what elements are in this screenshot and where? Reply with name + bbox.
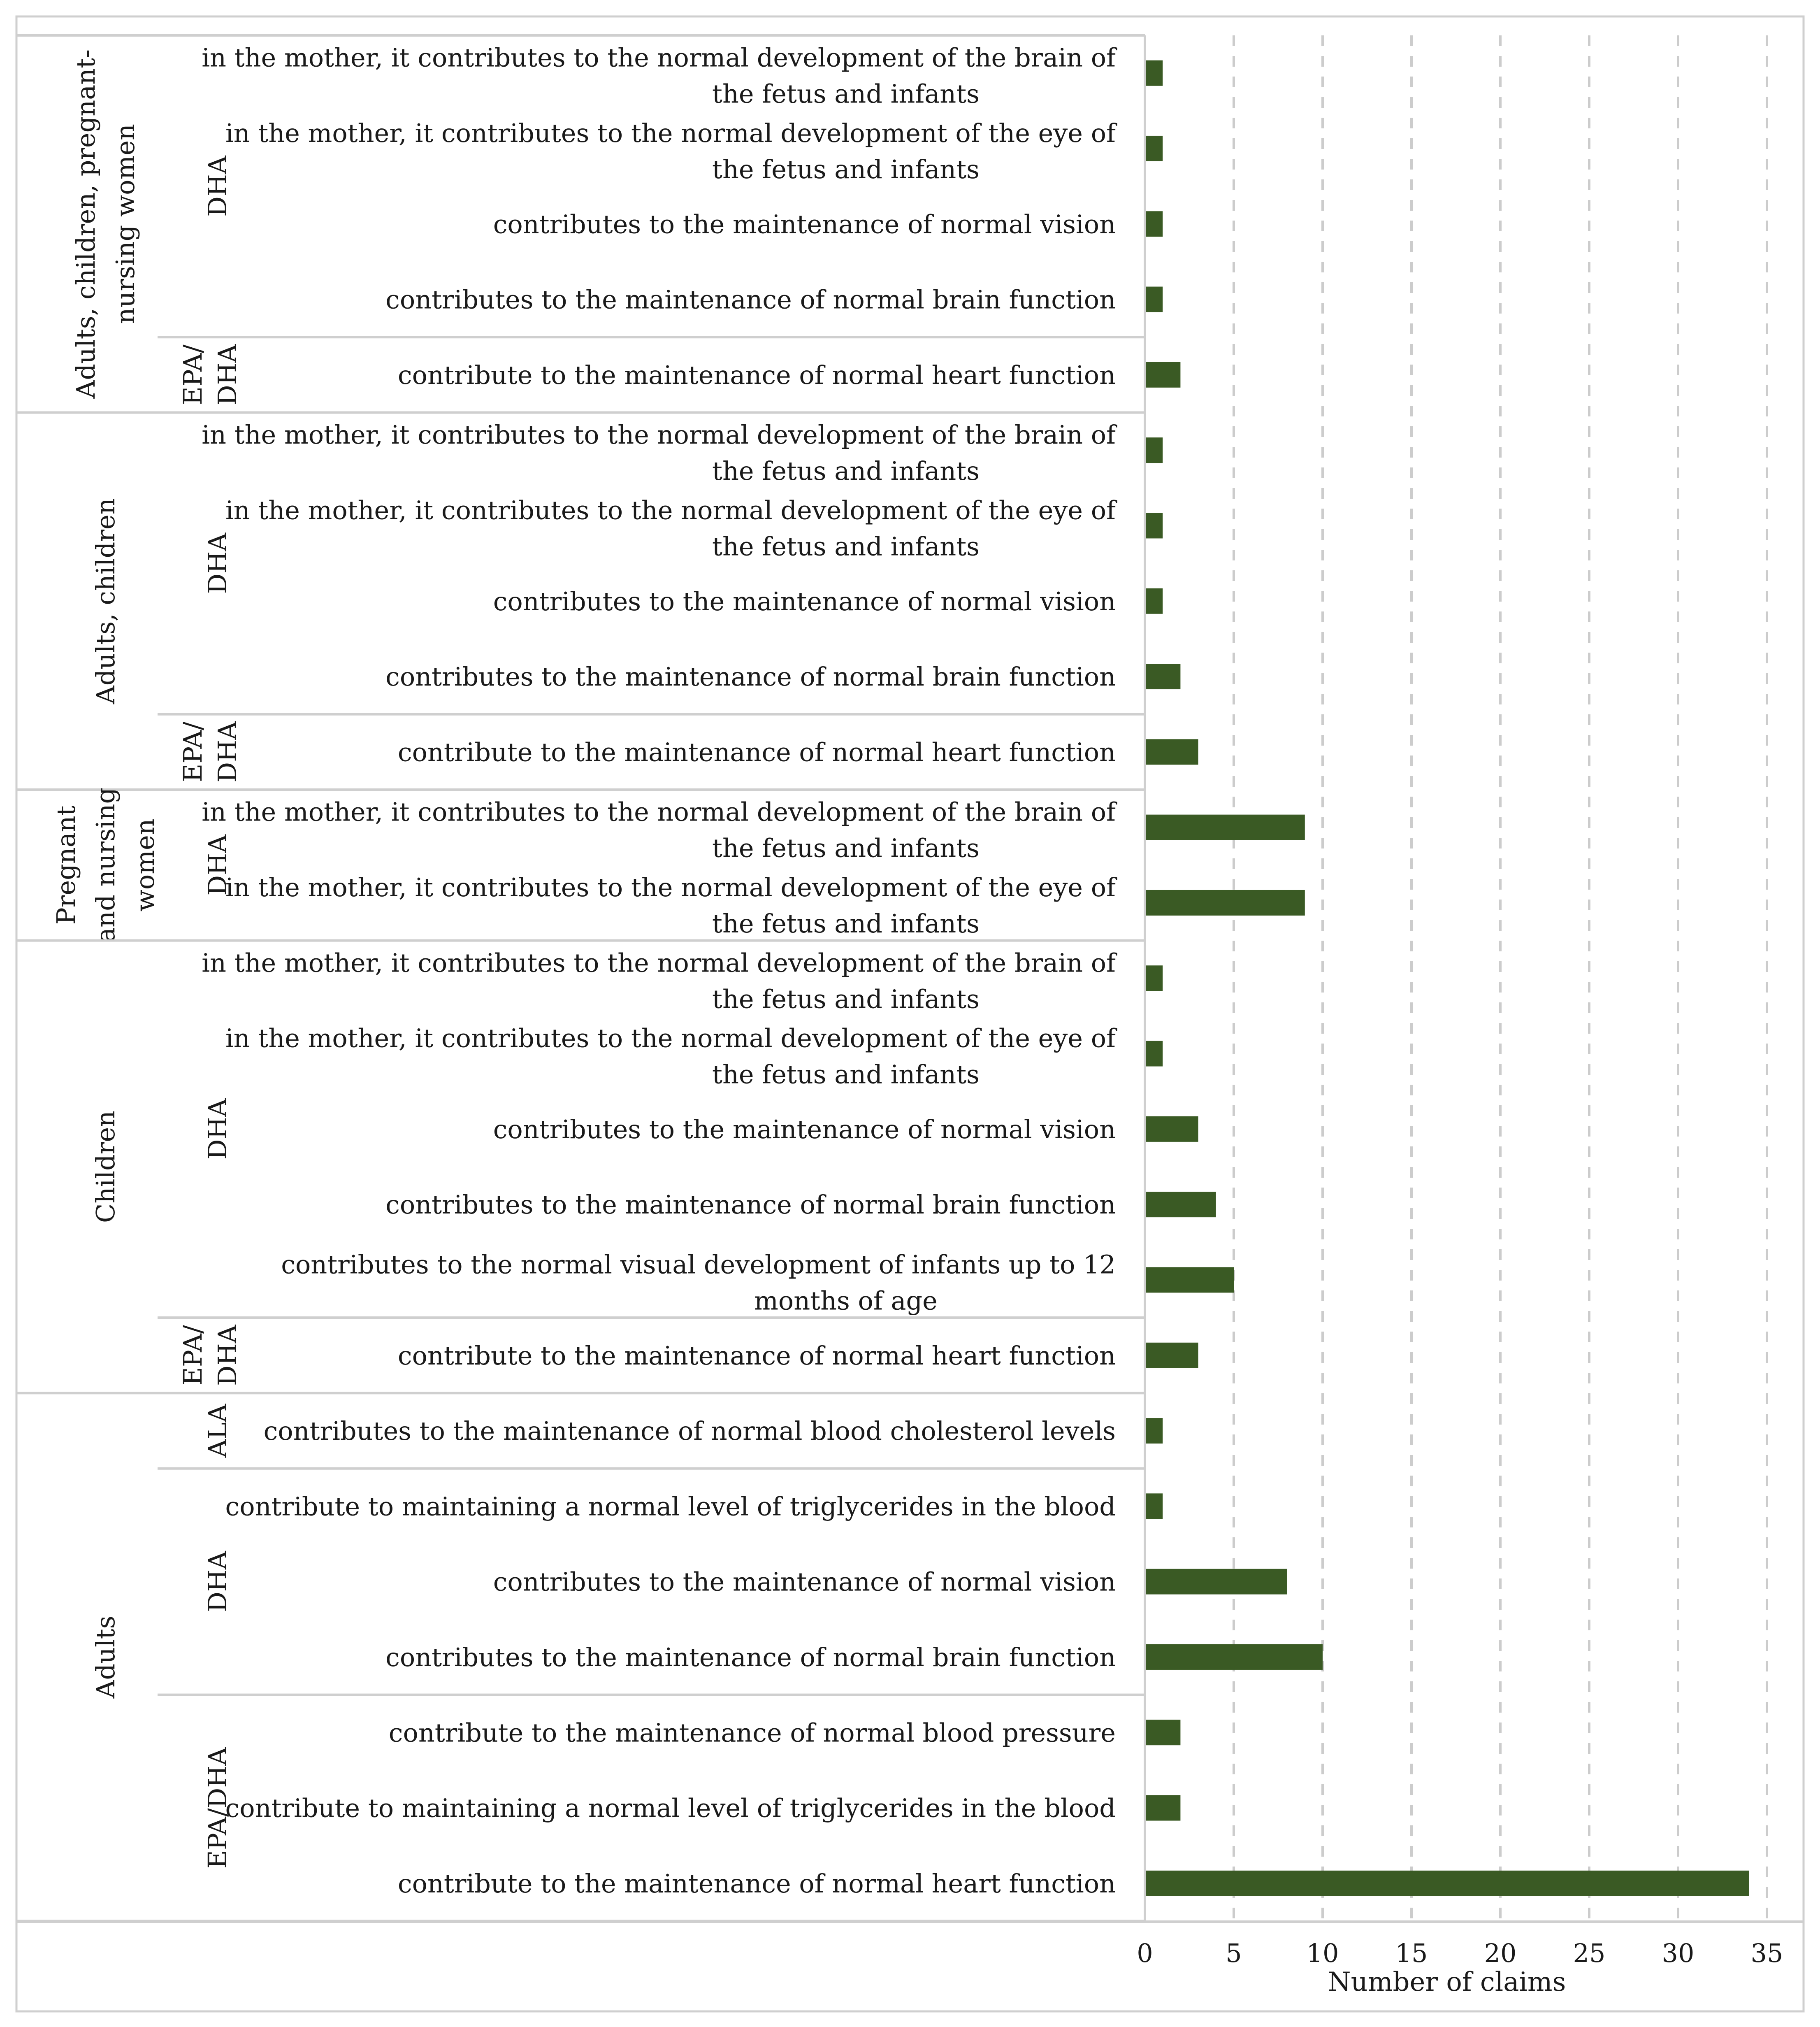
population-label-line: nursing women bbox=[110, 124, 140, 324]
nutrient-label-line: DHA bbox=[212, 1325, 242, 1386]
nutrient-label-line: DHA bbox=[212, 721, 242, 783]
population-label-line: Adults, children, pregnant- bbox=[71, 49, 101, 399]
bar bbox=[1145, 1493, 1163, 1519]
claim-label: contribute to maintaining a normal level of triglycerides in the blood bbox=[225, 1491, 1116, 1522]
nutrient-label: DHA bbox=[202, 532, 232, 594]
claim-label-line2: the fetus and infants bbox=[712, 456, 980, 486]
x-tick-label: 20 bbox=[1484, 1938, 1517, 1968]
claim-label-line1: in the mother, it contributes to the normal development of the eye of bbox=[225, 118, 1116, 148]
bar bbox=[1145, 739, 1198, 765]
bar bbox=[1145, 1267, 1234, 1292]
x-tick-label: 35 bbox=[1750, 1938, 1783, 1968]
claim-label: contributes to the maintenance of normal vision bbox=[493, 586, 1116, 616]
claim-label-line2: months of age bbox=[754, 1285, 938, 1316]
claim-label: contribute to the maintenance of normal heart function bbox=[397, 737, 1116, 767]
nutrient-label: DHA bbox=[202, 1551, 232, 1612]
claim-label: contribute to maintaining a normal level of triglycerides in the blood bbox=[225, 1793, 1116, 1823]
x-tick-label: 25 bbox=[1573, 1938, 1606, 1968]
claim-label-line1: in the mother, it contributes to the normal development of the eye of bbox=[225, 1023, 1116, 1053]
population-label-line: and nursing bbox=[91, 787, 121, 943]
nutrient-label-line: EPA/ bbox=[178, 1325, 208, 1386]
bar bbox=[1145, 1795, 1180, 1821]
claim-label-line1: in the mother, it contributes to the normal development of the brain of bbox=[202, 42, 1116, 73]
claim-label-line2: the fetus and infants bbox=[712, 908, 980, 939]
x-tick-label: 5 bbox=[1226, 1938, 1242, 1968]
x-tick-label: 30 bbox=[1662, 1938, 1695, 1968]
nutrient-label-line: EPA/ bbox=[178, 721, 208, 782]
claim-label: contribute to the maintenance of normal heart function bbox=[397, 1868, 1116, 1899]
bar bbox=[1145, 437, 1163, 463]
bar bbox=[1145, 815, 1305, 840]
claim-label-line2: the fetus and infants bbox=[712, 833, 980, 863]
population-label-line: women bbox=[130, 818, 160, 912]
bar bbox=[1145, 136, 1163, 161]
bar bbox=[1145, 664, 1180, 689]
x-tick-label: 10 bbox=[1306, 1938, 1339, 1968]
bar bbox=[1145, 890, 1305, 916]
population-label-line: Adults, children bbox=[91, 498, 121, 704]
bar bbox=[1145, 60, 1163, 86]
population-label-line: Adults bbox=[91, 1616, 121, 1699]
x-axis-title: Number of claims bbox=[1328, 1967, 1566, 1997]
nutrient-label: EPA/DHA bbox=[202, 1747, 232, 1869]
claim-label-line1: in the mother, it contributes to the normal development of the brain of bbox=[202, 797, 1116, 827]
bar bbox=[1145, 211, 1163, 237]
claim-label-line1: in the mother, it contributes to the normal development of the brain of bbox=[202, 420, 1116, 450]
bar bbox=[1145, 1041, 1163, 1067]
bar bbox=[1145, 1192, 1216, 1217]
population-label bbox=[91, 498, 121, 704]
bar bbox=[1145, 588, 1163, 614]
bar bbox=[1145, 287, 1163, 312]
bar bbox=[1145, 1871, 1749, 1896]
nutrient-label: DHA bbox=[202, 1098, 232, 1160]
nutrient-label: ALA bbox=[202, 1404, 232, 1458]
claim-label-line1: in the mother, it contributes to the normal development of the eye of bbox=[225, 495, 1116, 525]
x-tick-label: 15 bbox=[1395, 1938, 1428, 1968]
x-tick-label: 0 bbox=[1137, 1938, 1153, 1968]
population-label-line: Pregnant bbox=[51, 805, 81, 925]
claim-label-line2: the fetus and infants bbox=[712, 1059, 980, 1090]
bar bbox=[1145, 1644, 1323, 1670]
claim-label-line2: the fetus and infants bbox=[712, 154, 980, 184]
bar bbox=[1145, 513, 1163, 538]
claim-label: contributes to the maintenance of normal vision bbox=[493, 209, 1116, 239]
population-label bbox=[91, 1111, 121, 1223]
claim-label: contributes to the maintenance of normal brain function bbox=[385, 284, 1116, 315]
bar bbox=[1145, 362, 1180, 388]
claim-label: contributes to the maintenance of normal brain function bbox=[385, 1190, 1116, 1220]
claim-label-line1: contributes to the normal visual development of infants up to 12 bbox=[281, 1249, 1116, 1280]
claim-label-line2: the fetus and infants bbox=[712, 79, 980, 109]
bar bbox=[1145, 1343, 1198, 1368]
claim-label-line2: the fetus and infants bbox=[712, 531, 980, 562]
claim-label: contributes to the maintenance of normal brain function bbox=[385, 1642, 1116, 1672]
claim-label-line1: in the mother, it contributes to the normal development of the eye of bbox=[225, 872, 1116, 902]
claim-label: contributes to the maintenance of normal blood cholesterol levels bbox=[263, 1416, 1116, 1446]
claim-label-line1: in the mother, it contributes to the normal development of the brain of bbox=[202, 948, 1116, 978]
bar bbox=[1145, 1720, 1180, 1745]
claim-label: contributes to the maintenance of normal vision bbox=[493, 1114, 1116, 1144]
bar bbox=[1145, 1116, 1198, 1142]
claim-label: contribute to the maintenance of normal heart function bbox=[397, 360, 1116, 390]
bar bbox=[1145, 965, 1163, 991]
bar bbox=[1145, 1418, 1163, 1444]
claim-label: contribute to the maintenance of normal heart function bbox=[397, 1340, 1116, 1371]
nutrient-label: DHA bbox=[202, 156, 232, 217]
nutrient-label-line: DHA bbox=[212, 344, 242, 406]
population-label-line: Children bbox=[91, 1111, 121, 1223]
bar bbox=[1145, 1569, 1287, 1595]
nutrient-label-line: EPA/ bbox=[178, 344, 208, 405]
nutrient-label: DHA bbox=[202, 835, 232, 896]
claim-label: contribute to the maintenance of normal blood pressure bbox=[388, 1718, 1116, 1748]
claim-label-line2: the fetus and infants bbox=[712, 984, 980, 1014]
population-label bbox=[91, 1616, 121, 1699]
claim-label: contributes to the maintenance of normal brain function bbox=[385, 662, 1116, 692]
claim-label: contributes to the maintenance of normal vision bbox=[493, 1567, 1116, 1597]
